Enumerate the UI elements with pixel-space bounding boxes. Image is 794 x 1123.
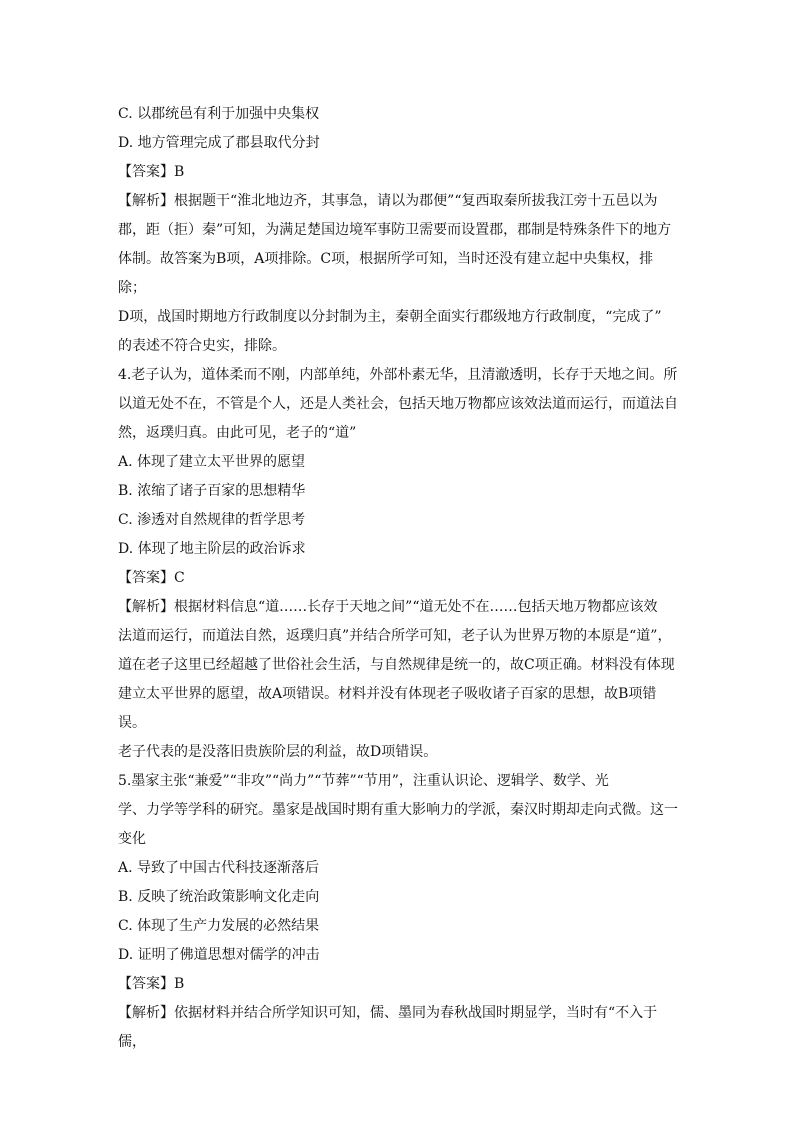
q5-answer: 【答案】B — [118, 976, 185, 992]
q4-answer: 【答案】C — [118, 570, 185, 586]
q5-stem-line: 5.墨家主张“兼爱”“非攻”“尚力”“节葬”“节用”，注重认识论、逻辑学、数学、光 — [118, 773, 609, 789]
q3-analysis-line: 体制。故答案为B项，A项排除。C项，根据所学可知，当时还没有建立起中央集权，排除； — [118, 251, 654, 296]
q5-analysis — [118, 999, 678, 1057]
q4-analysis-line: 建立太平世界的愿望，故A项错误。材料并没有体现老子吸收诸子百家的思想，故B项错误。 — [118, 686, 657, 731]
q4-analysis — [118, 593, 678, 767]
q4-option-a: A. 体现了建立太平世界的愿望 — [118, 454, 306, 470]
q5-stem-line: 学、力学等学科的研究。墨家是战国时期有重大影响力的学派，秦汉时期却走向式微。这一 — [118, 802, 678, 818]
q3-option-c: C. 以郡统邑有利于加强中央集权 — [118, 106, 320, 122]
document-page — [118, 100, 678, 1057]
q4-option-c: C. 渗透对自然规律的哲学思考 — [118, 512, 306, 528]
q5-stem — [118, 767, 678, 854]
q3-analysis-line: 【解析】根据题干“淮北地边齐，其事急，请以为郡便”“复西取秦所拔我江旁十五邑以为 — [118, 193, 658, 209]
q5-stem-line: 变化 — [118, 831, 146, 847]
q5-option-b: B. 反映了统治政策影响文化走向 — [118, 889, 320, 905]
q4-analysis-line: 道在老子这里已经超越了世俗社会生活，与自然规律是统一的，故C项正确。材料没有体现 — [118, 657, 675, 673]
q4-analysis-line: 法道而运行，而道法自然，返璞归真”并结合所学可知，老子认为世界万物的本原是“道”， — [118, 628, 672, 644]
q4-stem — [118, 361, 678, 448]
q4-analysis-line: 【解析】根据材料信息“道……长存于天地之间”“道无处不在……包括天地万物都应该效 — [118, 599, 658, 615]
q4-option-d: D. 体现了地主阶层的政治诉求 — [118, 541, 306, 557]
q5-analysis-line: 【解析】依据材料并结合所学知识可知，儒、墨同为春秋战国时期显学，当时有“不入于儒， — [118, 1005, 658, 1050]
q4-stem-line: 4.老子认为，道体柔而不刚，内部单纯，外部朴素无华，且清澈透明，长存于天地之间。所 — [118, 367, 678, 383]
q5-option-c: C. 体现了生产力发展的必然结果 — [118, 918, 320, 934]
q4-stem-line: 然，返璞归真。由此可见，老子的“道” — [118, 425, 357, 441]
q3-analysis-line: D项，战国时期地方行政制度以分封制为主，秦朝全面实行郡级地方行政制度，“完成了” — [118, 309, 662, 325]
q4-option-b: B. 浓缩了诸子百家的思想精华 — [118, 483, 306, 499]
q3-analysis — [118, 187, 678, 361]
q3-analysis-line: 郡，距（拒）秦”可知，为满足楚国边境军事防卫需要而设置郡，郡制是特殊条件下的地方 — [118, 222, 672, 238]
q5-option-d: D. 证明了佛道思想对儒学的冲击 — [118, 947, 320, 963]
q3-analysis-line: 的表述不符合史实，排除。 — [118, 338, 286, 354]
q3-answer: 【答案】B — [118, 164, 185, 180]
q4-stem-line: 以道无处不在，不管是个人，还是人类社会，包括天地万物都应该效法道而运行，而道法自 — [118, 396, 678, 412]
q3-option-d: D. 地方管理完成了郡县取代分封 — [118, 135, 320, 151]
q4-analysis-line: 老子代表的是没落旧贵族阶层的利益，故D项错误。 — [118, 744, 438, 760]
q5-option-a: A. 导致了中国古代科技逐渐落后 — [118, 860, 320, 876]
